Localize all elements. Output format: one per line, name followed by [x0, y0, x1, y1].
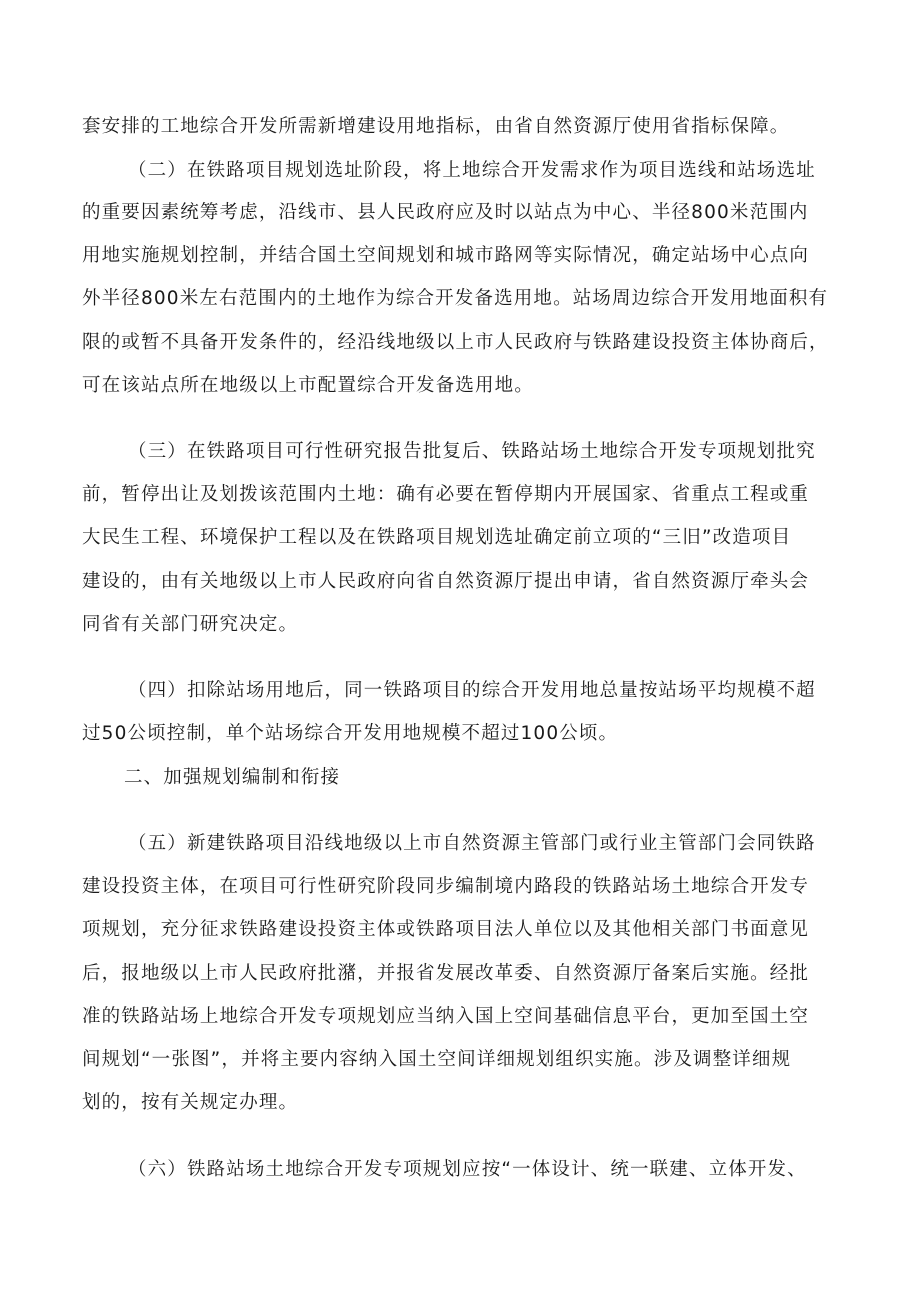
text-line: 准的铁路站场上地综合开发专项规划应当纳入国上空间基础信息平台，更加至国土空 [82, 1006, 810, 1027]
text-line: 外半径800米左右范围内的土地作为综合开发备选用地。站场周边综合开发用地面积有 [82, 288, 829, 309]
text-line: 间规划“一张图”，并将主要内容纳入国土空间详细规划组织实施。涉及调整详细规 [82, 1049, 792, 1070]
paragraph-6-line: （六）铁路站场土地综合开发专项规划应按“一体设计、统一联建、立体开发、 [128, 1159, 807, 1180]
text-line: 套安排的工地综合开发所需新增建设用地指标，由省自然资源厅使用省指标保障。 [82, 116, 790, 137]
text-line: 限的或暂不具备开发条件的，经沿线地级以上市人民政府与铁路建设投资主体协商后， [82, 332, 829, 353]
text-line: 划的，按有关规定办理。 [82, 1092, 299, 1113]
text-line: 建设的，由有关地级以上市人民政府向省自然资源厅提出申请，省自然资源厅牵头会 [82, 571, 810, 592]
text-line: 大民生工程、环境保护工程以及在铁路项目规划选址确定前立项的“三旧”改造项目 [82, 527, 792, 548]
text-line: 的重要因素统筹考虑，沿线市、县人民政府应及时以站点为中心、半径800米范围内 [82, 202, 809, 223]
text-line: 同省有关部门研究决定。 [82, 614, 299, 635]
text-line: 用地实施规划控制，并结合国土空间规划和城市路网等实际情况，确定站场中心点向 [82, 245, 810, 266]
paragraph-3-line: （三）在铁路项目可行性研究报告批复后、铁路站场土地综合开发专项规划批究 [128, 441, 816, 462]
text-line: 可在该站点所在地级以上市配置综合开发备选用地。 [82, 375, 534, 396]
paragraph-2-line: （二）在铁路项目规划选址阶段，将上地综合开发需求作为项目选线和站场选址 [128, 160, 816, 181]
paragraph-5-line: （五）新建铁路项目沿线地级以上市自然资源主管部门或行业主管部门会同铁路 [128, 833, 816, 854]
text-line: 建设投资主体，在项目可行性研究阶段同步编制境内路段的铁路站场土地综合开发专 [82, 876, 810, 897]
text-line: 后，报地级以上市人民政府批潴，并报省发展改革委、自然资源厅备案后实施。经批 [82, 963, 810, 984]
paragraph-4-line: （四）扣除站场用地后，同一铁路项目的综合开发用地总量按站场平均规模不超 [128, 680, 816, 701]
text-line: 过50公顷控制，单个站场综合开发用地规模不超过100公顷。 [82, 723, 619, 744]
section-heading: 二、加强规划编制和衔接 [124, 767, 341, 788]
text-line: 项规划，充分征求铁路建设投资主体或铁路项目法人单位以及其他相关部门书面意见 [82, 919, 810, 940]
text-line: 前，暂停出让及划拨该范围内土地：确有必要在暂停期内开展国家、省重点工程或重 [82, 484, 810, 505]
